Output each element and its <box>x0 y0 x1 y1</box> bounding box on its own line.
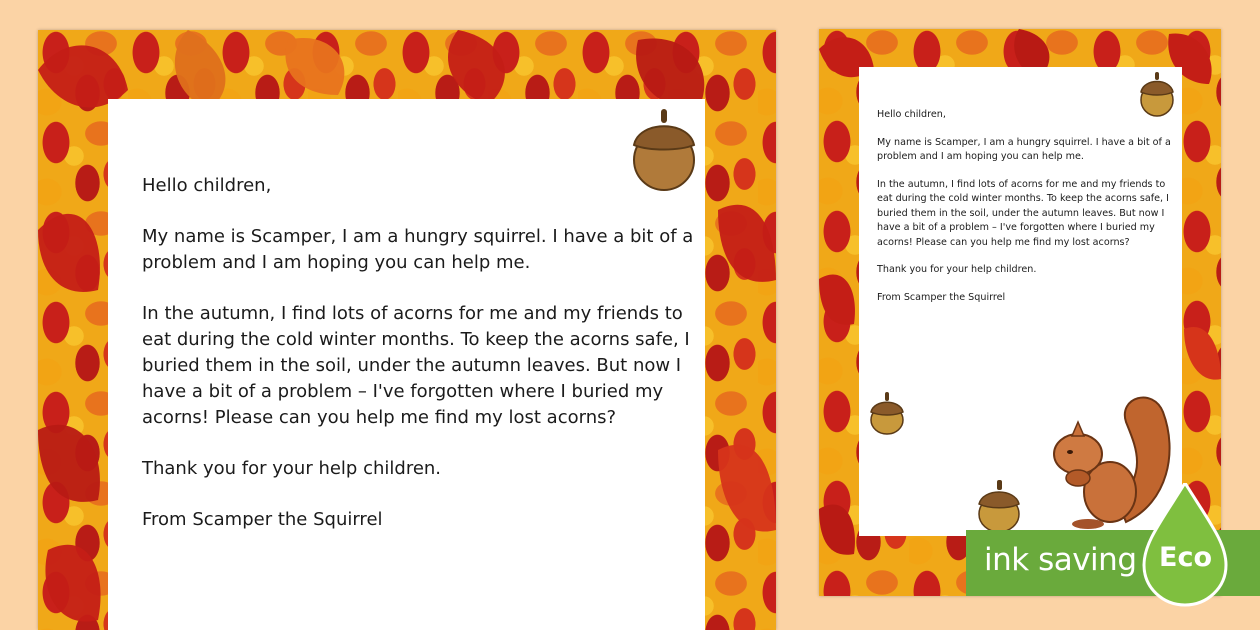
letter-greeting: Hello children, <box>877 109 946 120</box>
letter-paragraph-2: In the autumn, I find lots of acorns for me and my friends to eat during the cold winter months. To keep the acorns safe, I buried them in the soil, under the autumn leaves. But now I have a bit of a problem – I've forgotten where I buried my acorns! Please can you help me find my lost acorns? <box>142 303 690 428</box>
letter-thanks: Thank you for your help children. <box>877 264 1037 275</box>
letter-signoff: From Scamper the Squirrel <box>142 509 383 530</box>
acorn-icon <box>973 480 1033 536</box>
letter-paragraph-1: My name is Scamper, I am a hungry squirrel. I have a bit of a problem and I am hoping you can help me. <box>877 136 1171 162</box>
letter-paragraph-2: In the autumn, I find lots of acorns for me and my friends to eat during the cold winter months. To keep the acorns safe, I buried them in the soil, under the autumn leaves. But now I have a bit of a problem – I've forgotten where I buried my acorns! Please can you help me find my lost acorns? <box>877 178 1169 248</box>
eco-label: Eco <box>1159 542 1212 573</box>
letter-greeting: Hello children, <box>142 175 272 196</box>
letter-paragraph-1: My name is Scamper, I am a hungry squirrel. I have a bit of a problem and I am hoping you can help me. <box>142 226 694 273</box>
ink-saving-label: ink saving <box>984 542 1137 578</box>
letter-signoff: From Scamper the Squirrel <box>877 291 1006 303</box>
small-letter-text <box>877 108 1172 318</box>
letter-thanks: Thank you for your help children. <box>142 458 442 479</box>
large-letter-text <box>142 173 702 558</box>
acorn-icon <box>863 390 923 440</box>
